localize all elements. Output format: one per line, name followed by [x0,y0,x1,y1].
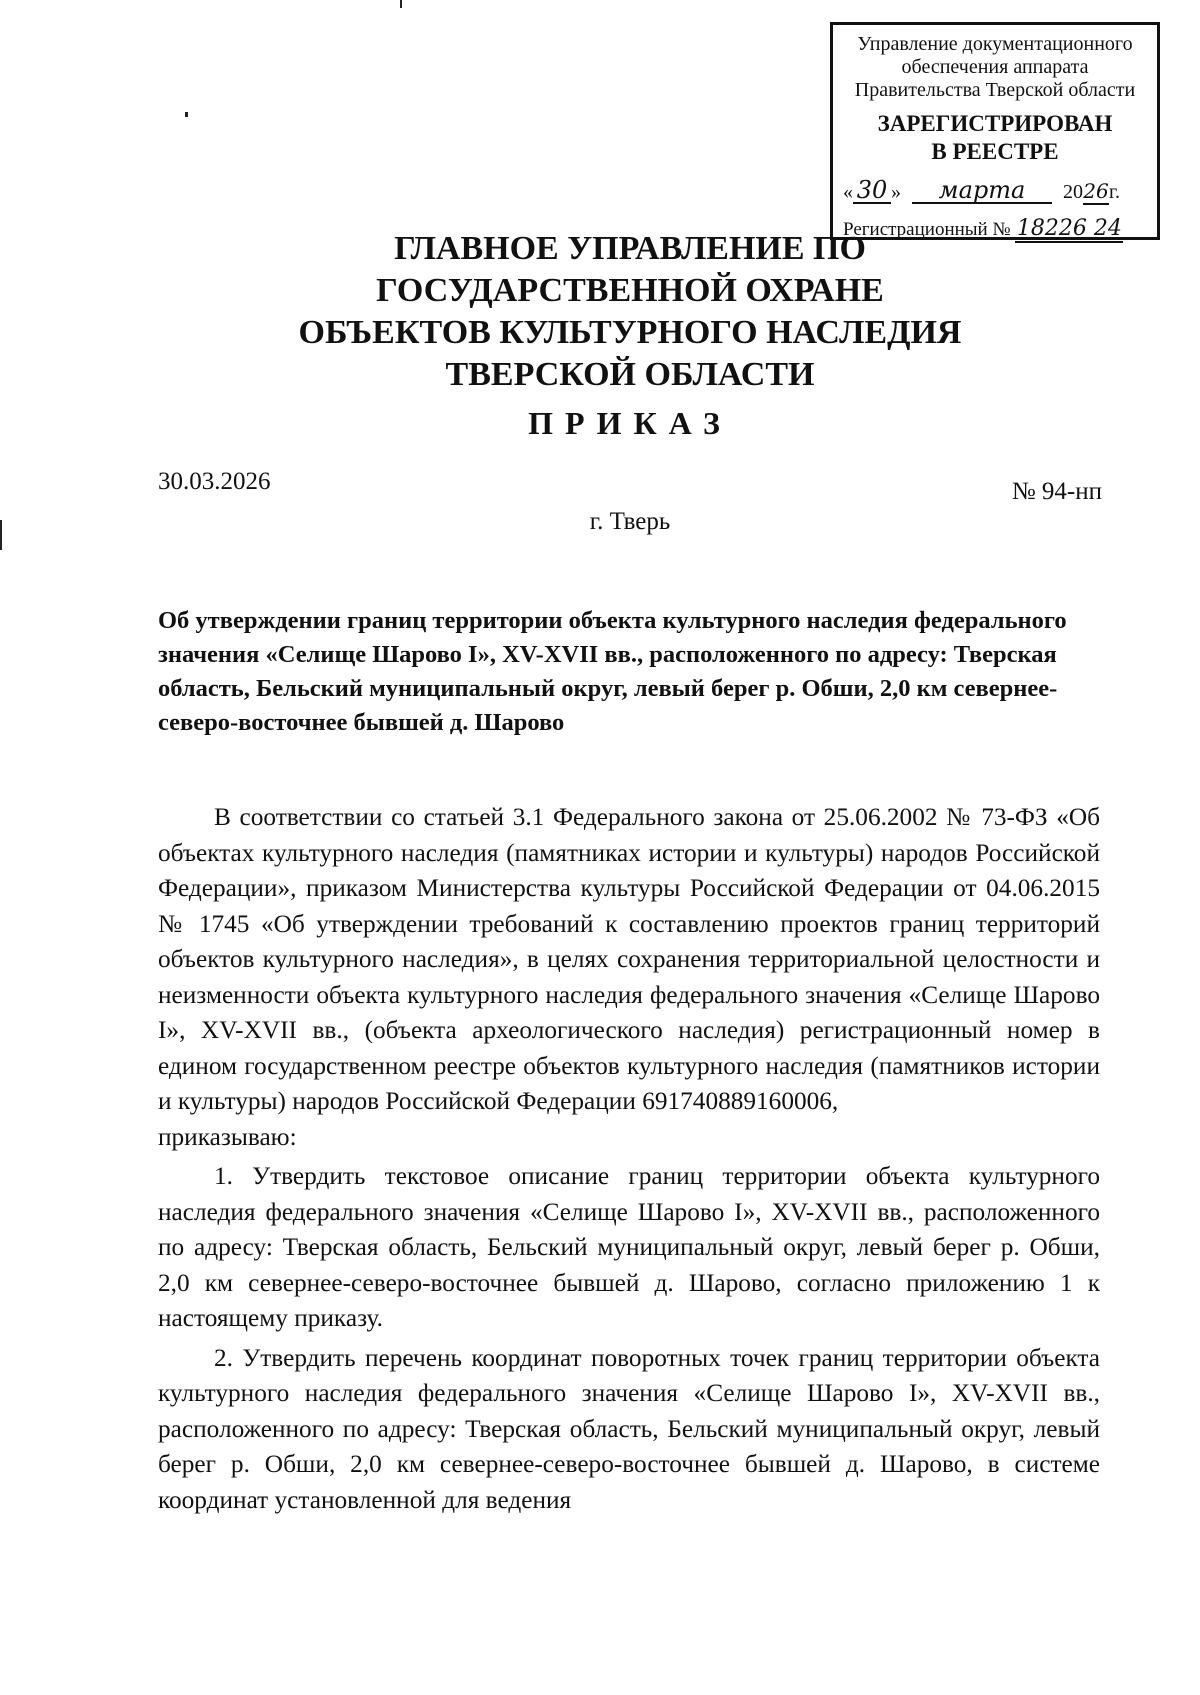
stamp-status [833,110,1157,166]
stamp-org-line: обеспечения аппарата [901,56,1089,78]
stamp-date: « 30 » марта 2026г. [843,176,1120,204]
order-item-1: 1. Утвердить текстовое описание границ территории объекта культурного наследия федерального значения «Селище Шарово I», XV-XVII вв., расположенного по адресу: Тверская область, Бельский муниципальный округ, левый берег р. Обши, 2,0 км севернее-северо-восточнее бывшей д. Шарово, согласно приложению 1 к настоящему приказу. [158,1162,1100,1332]
stamp-organization [833,33,1157,102]
order-item-2: 2. Утвердить перечень координат поворотных точек границ территории объекта культурного наследия федерального значения «Селище Шарово I», XV-XVII вв., расположенного по адресу: Тверская область, Бельский муниципальный округ, левый берег р. Обши, 2,0 км севернее-северо-восточнее бывшей д. Шарово, в системе координат установленной для ведения [158,1343,1100,1514]
agency-line: ГОСУДАРСТВЕННОЙ ОХРАНЕ [376,272,884,309]
agency-name [230,228,1030,396]
document-subject: Об утверждении границ территории объекта культурного наследия федерального значения «Селище Шарово I», XV-XVII вв., расположенного по адресу: Тверская область, Бельский муниципальный округ, левый берег р. Обши, 2,0 км севернее-северо-восточнее бывшей д. Шарово [158,607,1067,736]
document-type: ПРИКАЗ [528,405,732,441]
stamp-org-line: Управление документационного [857,33,1133,55]
stamp-day: 30 [853,178,891,204]
document-date: 30.03.2026 [158,468,271,495]
preamble-paragraph: В соответствии со статьей 3.1 Федерального закона от 25.06.2002 № 73-ФЗ «Об объектах культурного наследия (памятниках истории и культуры) народов Российской Федерации», приказом Министерства культуры Российской Федерации от 04.06.2015 № 1745 «Об утверждении требований к составлению проектов границ территорий объектов культурного наследия», в целях сохранения территориальной целостности и неизменности объекта культурного наследия федерального значения «Селище Шарово I», XV-XVII вв., (объекта археологического наследия) регистрационный номер в едином государственном реестре объектов культурного наследия (памятников истории и культуры) народов Российской Федерации 691740889160006, [158,803,1100,1115]
stamp-year-suffix: 26 [1083,179,1109,203]
order-word: приказываю: [158,1122,297,1151]
document-number: № 94-нп [1011,478,1102,505]
document-city: г. Тверь [589,508,671,535]
document-body [158,800,1100,1518]
stamp-org-line: Правительства Тверской области [854,79,1136,101]
stamp-month: марта [912,178,1052,204]
stamp-reg-number: 18226 24 [1016,216,1122,241]
agency-line: ГЛАВНОЕ УПРАВЛЕНИЕ ПО [394,230,866,267]
scan-mark [185,112,188,117]
scan-mark [0,520,2,550]
registration-stamp [830,22,1160,240]
agency-line: ТВЕРСКОЙ ОБЛАСТИ [445,356,815,393]
stamp-year-end: г. [1109,181,1120,203]
scan-mark [400,0,402,8]
stamp-status-line: ЗАРЕГИСТРИРОВАН [877,111,1113,136]
agency-line: ОБЪЕКТОВ КУЛЬТУРНОГО НАСЛЕДИЯ [298,314,962,351]
stamp-reg-label: Регистрационный № [843,219,1011,240]
stamp-status-line: В РЕЕСТРЕ [931,139,1059,164]
stamp-year-prefix: 20 [1063,181,1083,203]
